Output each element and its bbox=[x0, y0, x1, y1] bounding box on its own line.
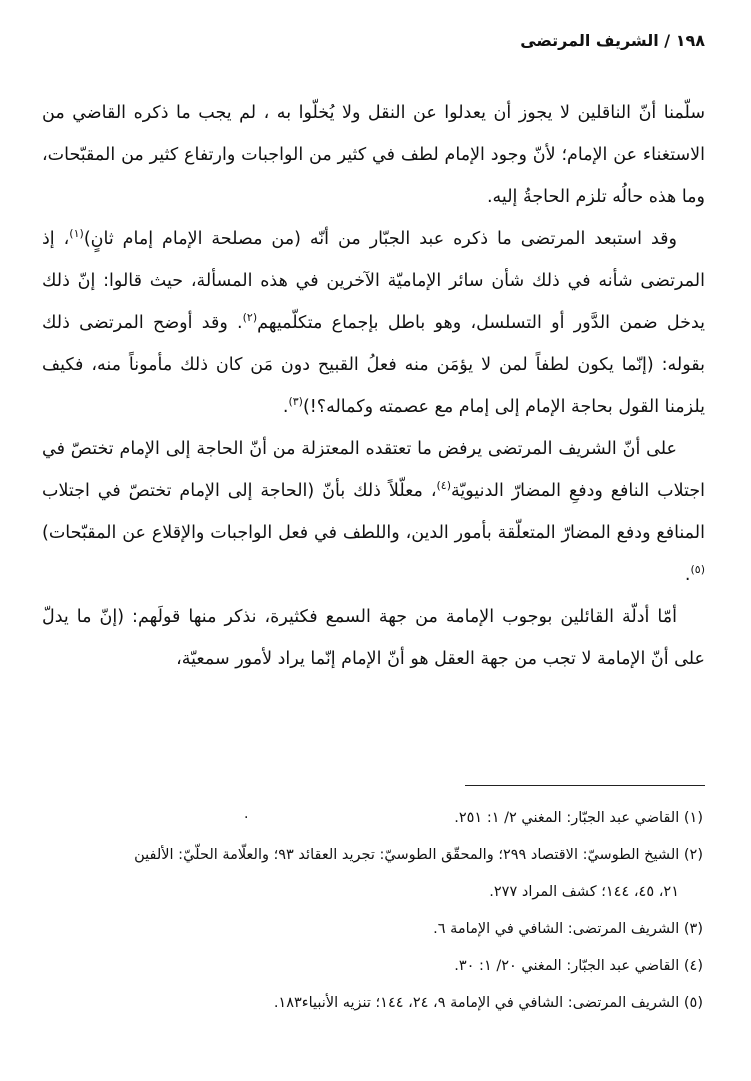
footnote-ref-5[interactable]: (٥) bbox=[690, 563, 705, 577]
footnote-ref-2[interactable]: (٢) bbox=[242, 311, 258, 325]
page-number: ١٩٨ bbox=[675, 31, 705, 50]
footnote-2-continuation: ٢١، ٤٥، ١٤٤؛ كشف المراد ٢٧٧. bbox=[489, 884, 679, 900]
book-title: الشريف المرتضى bbox=[520, 31, 659, 50]
header-separator: / bbox=[664, 31, 671, 50]
footnote-ref-3[interactable]: (٣) bbox=[288, 395, 303, 409]
main-text bbox=[42, 92, 705, 680]
footnote-separator bbox=[465, 785, 705, 786]
running-header bbox=[46, 30, 705, 52]
paragraph-2-part-b: ، إذ المرتضى شأنه في ذلك شأن سائر الإماميّة الآخرين في هذه المسألة، حيث قالوا: إنّ ذلك يدخل ضمن الدَّور أو التسلسل، وهو باطل بإجماع متكلّميهم bbox=[42, 229, 706, 333]
paragraph-3-part-a: على أنّ الشريف المرتضى يرفض ما تعتقده المعتزلة من أنّ الحاجة إلى الإمام تختصّ في اجتلاب النافع ودفعِ المضارّ الدنيويّة bbox=[42, 439, 705, 501]
footnote-ref-1[interactable]: (١) bbox=[69, 227, 84, 241]
footnote-2: (٢) الشيخ الطوسيّ: الاقتصاد ٢٩٩؛ والمحقّق الطوسيّ: تجريد العقائد ٩٣؛ والعلّامة الحلّيّ: الألفين bbox=[134, 847, 703, 863]
footnote-ref-4[interactable]: (٤) bbox=[436, 479, 451, 493]
paragraph-2-part-a: وقد استبعد المرتضى ما ذكره عبد الجبّار من أنّه (من مصلحة الإمام إمام ثانٍ) bbox=[83, 229, 677, 249]
paragraph-3-part-b: ، معلّلاً ذلك بأنّ (الحاجة إلى الإمام تختصّ في اجتلاب المنافع ودفع المضارّ المتعلّقة بأمور الدين، واللطف في فعل الواجبات والإقلاع عن المقبّحات) bbox=[42, 481, 705, 543]
paragraph-3-part-c: . bbox=[684, 565, 691, 585]
paragraph-3 bbox=[42, 428, 705, 596]
footnote-1: (١) القاضي عبد الجبّار: المغني ٢/ ١: ٢٥١. bbox=[454, 810, 703, 826]
paragraph-2 bbox=[42, 218, 705, 428]
stray-mark: . bbox=[244, 806, 249, 822]
footnote-5: (٥) الشريف المرتضى: الشافي في الإمامة ٩، ٢٤، ١٤٤؛ تنزيه الأنبياء١٨٣. bbox=[273, 995, 703, 1011]
paragraph-1: سلّمنا أنّ الناقلين لا يجوز أن يعدلوا عن النقل ولا يُخلّوا به ، لم يجب ما ذكره القاضي من الاستغناء عن الإمام؛ لأنّ وجود الإمام لطف في كثير من الواجبات وارتفاع كثير من المقبّحات، وما هذه حالُه تلزم الحاجةُ إليه. bbox=[42, 103, 705, 207]
footnote-4: (٤) القاضي عبد الجبّار: المغني ٢٠/ ١: ٣٠. bbox=[454, 958, 703, 974]
paragraph-2-part-d: . bbox=[282, 397, 289, 417]
paragraph-2-part-c: . وقد أوضح المرتضى ذلك بقوله: (إنّما يكون لطفاً لمن لا يؤمَن منه فعلُ القبيح دون مَن كان ذلك مأموناً منه، فكيف يلزمنا القول بحاجة الإمام إلى إمام مع عصمته وكماله؟!) bbox=[42, 313, 705, 417]
footnote-3: (٣) الشريف المرتضى: الشافي في الإمامة ٦. bbox=[433, 921, 703, 937]
paragraph-4: أمّا أدلّة القائلين بوجوب الإمامة من جهة السمع فكثيرة، نذكر منها قولَهم: (إنّ ما يدلّ على أنّ الإمامة لا تجب من جهة العقل هو أنّ الإمام إنّما يراد لأمور سمعيّة، bbox=[42, 607, 705, 669]
footnotes bbox=[42, 800, 705, 1022]
